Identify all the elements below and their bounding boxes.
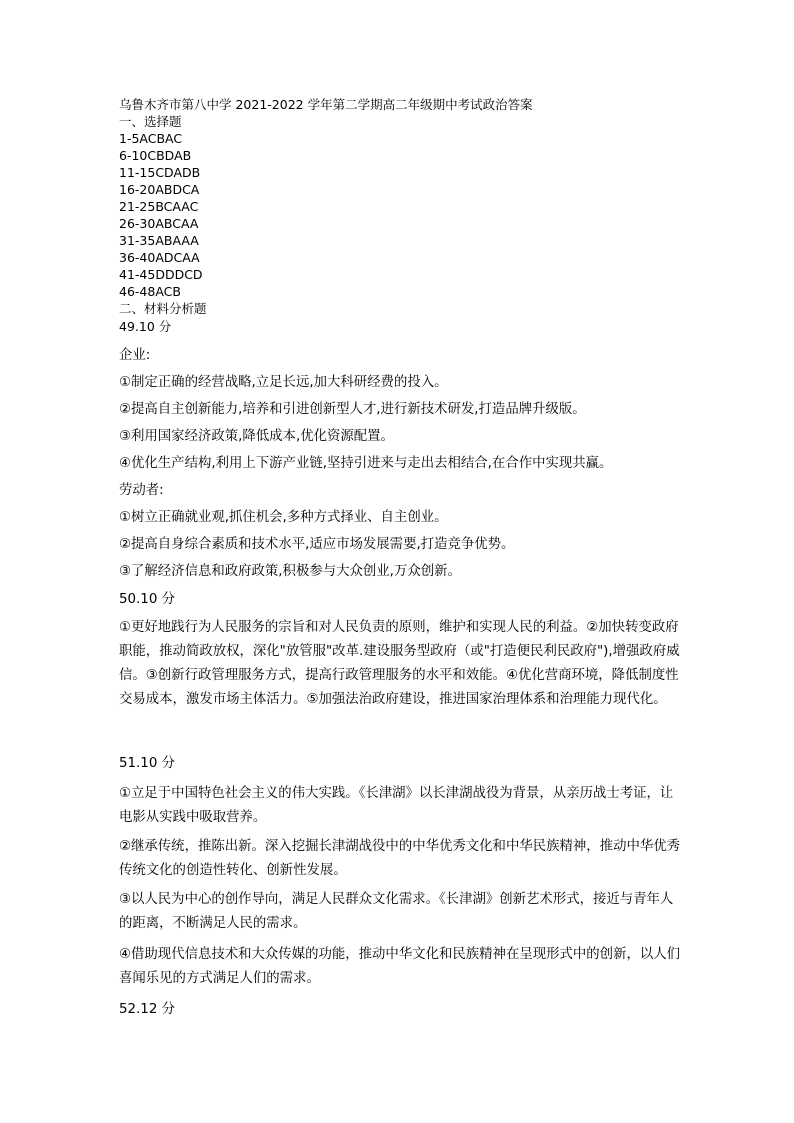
question-51-point: ③以人民为中心的创作导向，满足人民群众文化需求。《长津湖》创新艺术形式，接近与青年人的距离，不断满足人民的需求。 — [119, 892, 674, 931]
answer-row: 46-48ACB — [119, 284, 181, 299]
answer-row: 21-25BCAAC — [119, 199, 199, 214]
question-51-score: 51.10 分 — [119, 756, 175, 771]
enterprise-point: ③利用国家经济政策,降低成本,优化资源配置。 — [119, 429, 394, 444]
question-51-point: ④借助现代信息技术和大众传媒的功能，推动中华文化和民族精神在呈现形式中的创新，以人们喜闻乐见的方式满足人们的需求。 — [119, 947, 681, 986]
enterprise-point: ②提高自主创新能力,培养和引进创新型人才,进行新技术研发,打造品牌升级版。 — [119, 402, 586, 417]
enterprise-point: ④优化生产结构,利用上下游产业链,坚持引进来与走出去相结合,在合作中实现共赢。 — [119, 456, 613, 471]
question-51-point: ①立足于中国特色社会主义的伟大实践。《长津湖》以长津湖战役为背景，从亲历战士考证，让电影从实践中吸取营养。 — [119, 786, 674, 825]
answer-row: 26-30ABCAA — [119, 216, 199, 231]
section-heading-analysis: 二、材料分析题 — [119, 301, 207, 316]
answer-row: 31-35ABAAA — [119, 233, 199, 248]
question-50-answer: ①更好地践行为人民服务的宗旨和对人民负责的原则，维护和实现人民的利益。②加快转变政府职能，推动简政放权，深化"放管服"改革.建设服务型政府（或"打造便民利民政府"),增强政府威信。③创新行政管理服务方式，提高行政管理服务的水平和效能。④优化营商环境，降低制度性交易成本，激发市场主体活力。⑤加强法治政府建设，推进国家治理体系和治理能力现代化。 — [119, 620, 680, 707]
question-51-point: ②继承传统，推陈出新。深入挖掘长津湖战役中的中华优秀文化和中华民族精神，推动中华优秀传统文化的创造性转化、创新性发展。 — [119, 839, 681, 878]
worker-point: ③了解经济信息和政府政策,积极参与大众创业,万众创新。 — [119, 564, 461, 579]
answer-row: 16-20ABDCA — [119, 182, 200, 197]
question-50-score: 50.10 分 — [119, 592, 175, 607]
question-52-score: 52.12 分 — [119, 1002, 175, 1017]
worker-point: ①树立正确就业观,抓住机会,多种方式择业、自主创业。 — [119, 510, 448, 525]
enterprise-label: 企业: — [119, 348, 151, 363]
answer-row: 11-15CDADB — [119, 165, 201, 180]
answer-row: 1-5ACBAC — [119, 131, 183, 146]
answer-row: 36-40ADCAA — [119, 250, 200, 265]
answer-row: 6-10CBDAB — [119, 148, 192, 163]
worker-label: 劳动者: — [119, 483, 164, 498]
section-heading-choice: 一、选择题 — [119, 114, 182, 129]
document-title: 乌鲁木齐市第八中学 2021-2022 学年第二学期高二年级期中考试政治答案 — [119, 97, 533, 112]
enterprise-point: ①制定正确的经营战略,立足长远,加大科研经费的投入。 — [119, 375, 448, 390]
answer-row: 41-45DDDCD — [119, 267, 203, 282]
question-49-score: 49.10 分 — [119, 319, 172, 334]
worker-point: ②提高自身综合素质和技术水平,适应市场发展需要,打造竞争优势。 — [119, 537, 515, 552]
